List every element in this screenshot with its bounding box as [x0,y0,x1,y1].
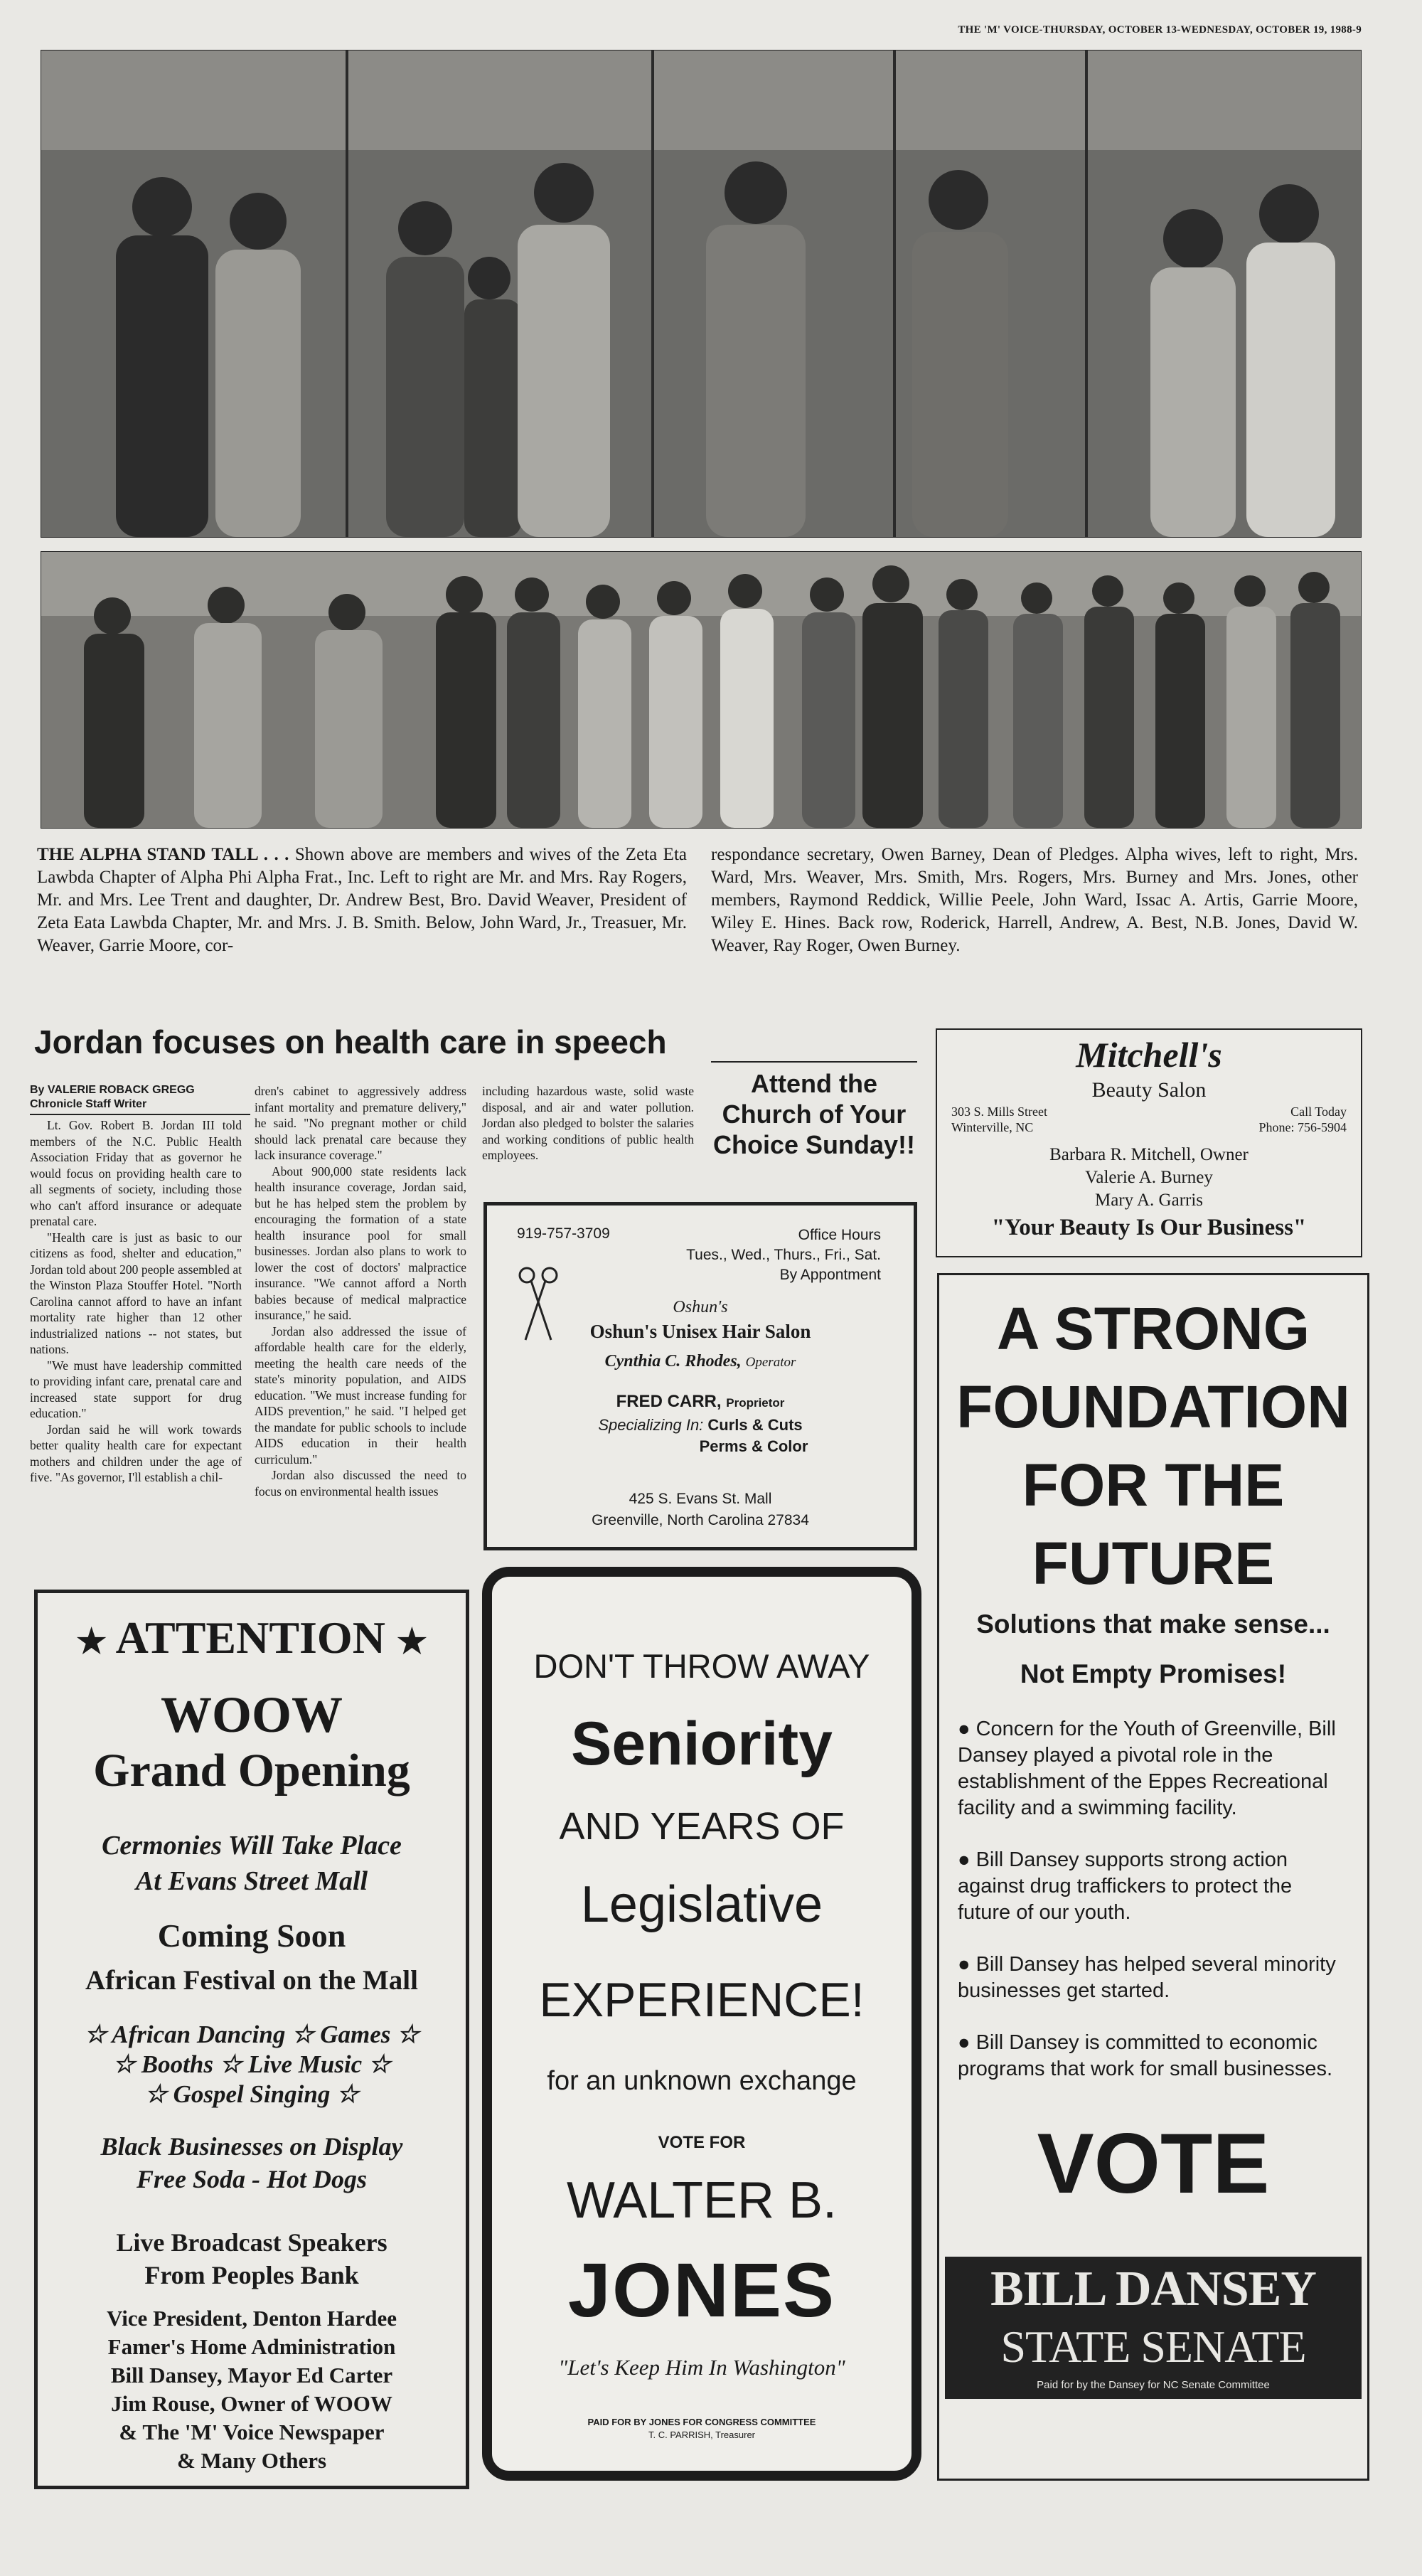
mitchell-address-2: Winterville, NC [951,1120,1034,1134]
dansey-headline [939,1289,1367,1602]
jones-l8: WALTER B. [566,2172,838,2229]
star-icon: ★ [396,1623,427,1661]
oshun-hours [686,1225,881,1285]
oshun-proprietor-role: Proprietor [726,1396,785,1410]
oshun-name: Oshun's Unisex Hair Salon [589,1321,811,1342]
star-icon: ★ [76,1623,107,1661]
paragraph: including hazardous waste, solid waste disposal, and air and water pollution. Jordan also pledged to bolster the salaries and working conditions of public health employees. [482,1084,694,1162]
dansey-vote: VOTE [1037,2116,1270,2211]
top-photo-figures-icon [41,50,1361,537]
oshun-hours-note: By Appontment [779,1267,881,1283]
mitchell-staff-3: Mary A. Garris [1094,1191,1204,1210]
oshun-hours-days: Tues., Wed., Thurs., Fri., Sat. [686,1247,881,1263]
woow-speaker-3: Bill Dansey, Mayor Ed Carter [110,2363,393,2388]
jones-l5: EXPERIENCE! [539,1973,865,2027]
mitchell-address-1: 303 S. Mills Street [951,1105,1048,1119]
top-photo [41,50,1362,538]
photo-caption-right: respondance secretary, Owen Barney, Dean of Pledges. Alpha wives, left to right, Mrs. Ward, Mrs. Weaver, Mrs. Smith, Mrs. Rogers, Mrs. Burney and Mrs. Jones, other members, Raymond Reddick, Willie Peele, John Ward, Issac A. Artis, Garrie Moore, Wiley E. Hines. Back row, Roderick, Harrell, Andrew, A. Best, N.B. Jones, David W. Weaver, Ray Roger, Owen Burney. [711,845,1358,955]
oshun-proprietor-name: FRED CARR, [616,1392,722,1411]
oshun-address [515,1489,885,1531]
woow-broadcast-2: From Peoples Bank [144,2261,359,2289]
woow-act-5: Gospel Singing [173,2080,331,2108]
mitchell-phone: Phone: 756-5904 [1258,1120,1347,1134]
mitchell-staff [937,1144,1361,1212]
woow-ceremony-2: At Evans Street Mall [135,1866,368,1896]
woow-ad [34,1590,469,2489]
dansey-headline-2: FOUNDATION [956,1373,1350,1440]
jones-l3: AND YEARS OF [559,1805,845,1848]
article-col-2 [255,1083,466,1499]
jones-l9: JONES [567,2247,836,2333]
caption-left-text: Shown above are members and wives of the Zeta Eta Lawbda Chapter of Alpha Phi Alpha Frat., Inc. Left to right are Mr. and Mrs. Ray Rogers, Mr. and Mrs. Lee Trent and daughter, Dr. Andrew Best, Bro. David Weaver, President of Zeta Eata Lawbda Chapter, Mr. and Mrs. J. B. Smith. Below, John Ward, Jr., Treasuer, Mr. Weaver, Garrie Moore, cor- [37,845,687,955]
oshun-address-2: Greenville, North Carolina 27834 [592,1512,809,1528]
dansey-sub-1: Solutions that make sense... [976,1609,1330,1639]
woow-ceremony-1: Cermonies Will Take Place [102,1831,402,1861]
oshun-specialty-2: Perms & Color [699,1437,808,1455]
dansey-banner [945,2257,1362,2399]
woow-speakers [38,2304,466,2475]
dansey-bullet-3-text: Bill Dansey has helped several minority businesses get started. [958,1953,1336,2002]
woow-speaker-2: Famer's Home Administration [107,2334,396,2359]
byline-author: By VALERIE ROBACK GREGG [30,1084,195,1096]
article-col-3 [482,1083,694,1164]
paragraph: Jordan said he will work towards better quality health care for expectant mothers and children under the age of five. "As governor, I'll establish a chil- [30,1422,242,1484]
oshun-operator-name: Cynthia C. Rhodes, [604,1352,742,1371]
dansey-banner-1: BILL DANSEY [990,2262,1316,2316]
mitchell-address [951,1104,1047,1135]
mitchell-call: Call Today [1290,1105,1347,1119]
woow-act-4: Live Music [247,2050,363,2078]
dansey-bullet-2: ● Bill Dansey supports strong action against drug traffickers to protect the future of our youth. [958,1848,1293,1924]
mitchell-name: Mitchell's [1076,1035,1222,1075]
woow-activities: ☆ African Dancing ☆ Games ☆ ☆ Booths ☆ Live Music ☆ ☆ Gospel Singing ☆ [84,2021,419,2108]
church-text: Attend the Church of Your Choice Sunday!! [712,1069,916,1159]
dansey-bullet-1: ● Concern for the Youth of Greenville, Bill Dansey played a pivotal role in the establishment of the Eppes Recreational facility and a swimming facility. [958,1718,1336,1819]
jones-l2: Seniority [571,1710,833,1778]
paragraph: "Health care is just as basic to our citizens as food, shelter and education," Jordan told about 200 people assembled at the Winston Plaza Stouffer Hotel. "North Carolina cannot afford to have an infant mortality rate higher than 12 other industrialized nations -- not states, but nations. [30,1230,242,1356]
paragraph: Jordan also discussed the need to focus on environmental health issues [255,1468,466,1499]
mitchell-staff-2: Valerie A. Burney [1085,1168,1213,1187]
woow-title-text: ATTENTION [115,1612,385,1663]
woow-coming: Coming Soon [157,1917,346,1954]
jones-paid-1: PAID FOR BY JONES FOR CONGRESS COMMITTEE [587,2417,816,2427]
oshun-script-name: Oshun's [673,1298,728,1316]
dansey-bullet-2-text: Bill Dansey supports strong action against drug traffickers to protect the future of our youth. [958,1848,1293,1924]
oshun-operator [515,1352,885,1371]
dansey-sub-2: Not Empty Promises! [1020,1659,1287,1688]
mitchell-staff-1: Barbara R. Mitchell, Owner [1049,1145,1249,1164]
oshun-address-1: 425 S. Evans St. Mall [629,1491,772,1507]
oshun-hours-title: Office Hours [798,1227,881,1243]
mitchell-slogan: "Your Beauty Is Our Business" [991,1215,1307,1240]
paragraph: Lt. Gov. Robert B. Jordan III told members of the N.C. Public Health Association Friday that as governor he would focus on providing health care to all segments of society, including those who can't afford insurance or adequate prenatal care. [30,1118,242,1228]
jones-ad [482,1567,921,2481]
mitchell-subtitle: Beauty Salon [1091,1078,1207,1102]
woow-business [38,2130,466,2196]
oshun-operator-role: Operator [745,1355,796,1370]
dansey-headline-4: FUTURE [1032,1530,1275,1597]
jones-slogan: "Let's Keep Him In Washington" [558,2355,845,2380]
jones-l1: DON'T THROW AWAY [533,1647,870,1685]
dansey-bullet-4: ● Bill Dansey is committed to economic programs that work for small businesses. [958,2031,1333,2080]
woow-act-1: African Dancing [112,2021,286,2048]
oshun-specializing-label: Specializing In: [598,1416,704,1434]
oshun-phone: 919-757-3709 [517,1225,610,1242]
jones-l6: for an unknown exchange [547,2066,857,2096]
woow-festival: African Festival on the Mall [85,1965,418,1996]
woow-broadcast-1: Live Broadcast Speakers [116,2228,387,2257]
dansey-bullets [958,1716,1350,2082]
caption-lead: THE ALPHA STAND TALL . . . [37,845,289,864]
jones-l4: Legislative [580,1876,823,1933]
photo-caption-left [37,843,687,957]
woow-act-3: Booths [141,2050,213,2078]
dansey-headline-1: A STRONG [996,1295,1310,1362]
paragraph: About 900,000 state residents lack health insurance coverage, Jordan said, but he has helped stem the problem by encouraging the formation of a state health insurance pool for small businesses. Jordan also plans to work to lower the cost of doctors' malpractice insurance. "We cannot afford a North babies because of medical malpractice insurance," he said. [255,1164,466,1322]
woow-ceremony [38,1828,466,1899]
dansey-headline-3: FOR THE [1022,1452,1285,1518]
woow-business-1: Black Businesses on Display [100,2132,403,2161]
dansey-ad [937,1273,1369,2481]
jones-paid-2: T. C. PARRISH, Treasurer [648,2429,755,2440]
oshun-specialty [515,1415,885,1457]
article-col-1 [30,1117,242,1486]
article-byline [30,1083,250,1115]
bottom-photo-group-icon [41,552,1361,828]
jones-l7: VOTE FOR [658,2133,746,2152]
running-head: THE 'M' VOICE-THURSDAY, OCTOBER 13-WEDNESDAY, OCTOBER 19, 1988-9 [958,24,1362,36]
woow-grand: Grand Opening [93,1745,410,1797]
dansey-bullet-4-text: Bill Dansey is committed to economic programs that work for small businesses. [958,2031,1333,2080]
woow-speaker-5: & The 'M' Voice Newspaper [119,2420,385,2444]
paragraph: dren's cabinet to aggressively address infant mortality and premature delivery," he said. "No pregnant mother or child should lack prenatal care because they lack insurance coverage." [255,1084,466,1162]
woow-title [38,1612,466,1664]
paragraph: Jordan also addressed the issue of affordable health care for the elderly, meeting the health care needs of the state's minority population, and AIDS education. "We must increase funding for AIDS prevention," he said. "I helped get the mandate for public schools to include AIDS education in their health curriculum." [255,1324,466,1467]
byline-role: Chronicle Staff Writer [30,1097,250,1115]
woow-broadcast [38,2226,466,2292]
article-headline: Jordan focuses on health care in speech [34,1023,667,1060]
woow-name: WOOW [160,1686,343,1743]
jones-paid [492,2416,912,2442]
woow-speaker-4: Jim Rouse, Owner of WOOW [111,2391,392,2416]
paragraph: "We must have leadership committed to providing infant care, prenatal care and increased state support for drug education." [30,1358,242,1420]
dansey-banner-2: STATE SENATE [1000,2321,1306,2372]
oshun-ad [483,1202,917,1550]
dansey-bullet-3: ● Bill Dansey has helped several minority businesses get started. [958,1953,1336,2002]
church-notice [711,1061,917,1160]
mitchell-ad [936,1028,1362,1257]
woow-speaker-1: Vice President, Denton Hardee [106,2306,397,2331]
oshun-proprietor [515,1392,885,1412]
woow-speaker-6: & Many Others [176,2448,327,2473]
woow-act-2: Games [320,2021,391,2048]
dansey-bullet-1-text: Concern for the Youth of Greenville, Bill Dansey played a pivotal role in the establishment of the Eppes Recreational facility and a swimming facility. [958,1718,1336,1819]
oshun-specialty-1: Curls & Cuts [707,1416,803,1434]
mitchell-contact [1259,1104,1347,1135]
woow-business-2: Free Soda - Hot Dogs [137,2165,367,2193]
bottom-photo [41,551,1362,829]
dansey-paid: Paid for by the Dansey for NC Senate Committee [1037,2379,1270,2391]
